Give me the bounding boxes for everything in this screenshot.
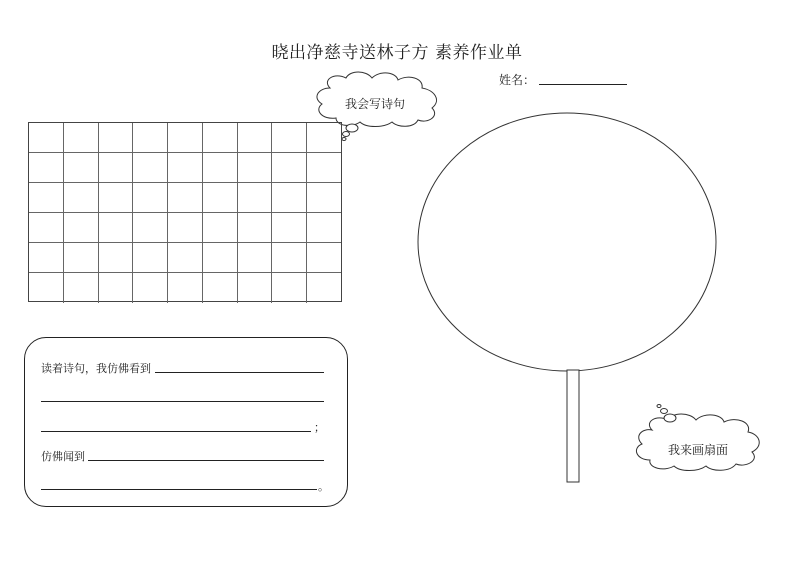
cloud-write-label: 我会写诗句 xyxy=(344,97,405,111)
grid-cell[interactable] xyxy=(168,243,203,273)
grid-cell[interactable] xyxy=(133,243,168,273)
grid-cell[interactable] xyxy=(203,273,238,303)
grid-cell[interactable] xyxy=(168,183,203,213)
grid-cell[interactable] xyxy=(168,153,203,183)
fan-handle xyxy=(567,370,579,482)
grid-cell[interactable] xyxy=(272,183,307,213)
grid-cell[interactable] xyxy=(29,273,64,303)
grid-cell[interactable] xyxy=(64,183,99,213)
grid-cell[interactable] xyxy=(238,183,273,213)
answer-line[interactable] xyxy=(41,489,317,490)
grid-cell[interactable] xyxy=(133,273,168,303)
grid-cell[interactable] xyxy=(307,123,341,153)
grid-cell[interactable] xyxy=(29,213,64,243)
grid-cell[interactable] xyxy=(99,243,134,273)
answer-line[interactable] xyxy=(155,372,324,373)
grid-cell[interactable] xyxy=(29,123,64,153)
line1-label: 读着诗句，我仿佛看到 xyxy=(41,362,151,375)
grid-cell[interactable] xyxy=(64,243,99,273)
grid-cell[interactable] xyxy=(307,183,341,213)
grid-cell[interactable] xyxy=(168,213,203,243)
grid-cell[interactable] xyxy=(99,183,134,213)
grid-cell[interactable] xyxy=(133,213,168,243)
grid-cell[interactable] xyxy=(307,243,341,273)
grid-cell[interactable] xyxy=(168,273,203,303)
grid-cell[interactable] xyxy=(307,213,341,243)
grid-cell[interactable] xyxy=(29,243,64,273)
grid-cell[interactable] xyxy=(272,213,307,243)
grid-cell[interactable] xyxy=(203,183,238,213)
grid-cell[interactable] xyxy=(307,273,341,303)
thought-cloud-draw xyxy=(636,405,759,471)
grid-row xyxy=(29,183,341,213)
grid-row xyxy=(29,243,341,273)
line3-end-mark: ； xyxy=(314,421,325,434)
grid-row xyxy=(29,213,341,243)
cloud-draw-label: 我来画扇面 xyxy=(667,443,728,457)
grid-cell[interactable] xyxy=(64,123,99,153)
grid-cell[interactable] xyxy=(203,153,238,183)
grid-cell[interactable] xyxy=(238,123,273,153)
grid-cell[interactable] xyxy=(64,153,99,183)
answer-line[interactable] xyxy=(41,401,324,402)
grid-cell[interactable] xyxy=(99,273,134,303)
grid-cell[interactable] xyxy=(203,243,238,273)
name-label: 姓名： xyxy=(499,73,536,87)
grid-cell[interactable] xyxy=(133,153,168,183)
grid-cell[interactable] xyxy=(272,243,307,273)
line5-end-mark: 。 xyxy=(318,480,329,493)
grid-cell[interactable] xyxy=(272,123,307,153)
grid-cell[interactable] xyxy=(238,153,273,183)
grid-cell[interactable] xyxy=(168,123,203,153)
grid-cell[interactable] xyxy=(64,213,99,243)
grid-cell[interactable] xyxy=(29,153,64,183)
grid-cell[interactable] xyxy=(238,273,273,303)
answer-line[interactable] xyxy=(88,460,324,461)
grid-cell[interactable] xyxy=(238,243,273,273)
grid-cell[interactable] xyxy=(238,213,273,243)
grid-row xyxy=(29,123,341,153)
grid-cell[interactable] xyxy=(203,213,238,243)
grid-cell[interactable] xyxy=(99,213,134,243)
line4-label: 仿佛闻到 xyxy=(41,450,85,463)
grid-cell[interactable] xyxy=(133,183,168,213)
writing-grid[interactable] xyxy=(28,122,342,302)
grid-row xyxy=(29,273,341,303)
grid-cell[interactable] xyxy=(307,153,341,183)
grid-cell[interactable] xyxy=(99,153,134,183)
page-title: 晓出净慈寺送林子方 素养作业单 xyxy=(271,43,523,63)
grid-cell[interactable] xyxy=(272,273,307,303)
grid-cell[interactable] xyxy=(29,183,64,213)
grid-cell[interactable] xyxy=(203,123,238,153)
grid-cell[interactable] xyxy=(99,123,134,153)
grid-cell[interactable] xyxy=(133,123,168,153)
grid-cell[interactable] xyxy=(64,273,99,303)
grid-row xyxy=(29,153,341,183)
answer-line[interactable] xyxy=(41,431,311,432)
grid-cell[interactable] xyxy=(272,153,307,183)
